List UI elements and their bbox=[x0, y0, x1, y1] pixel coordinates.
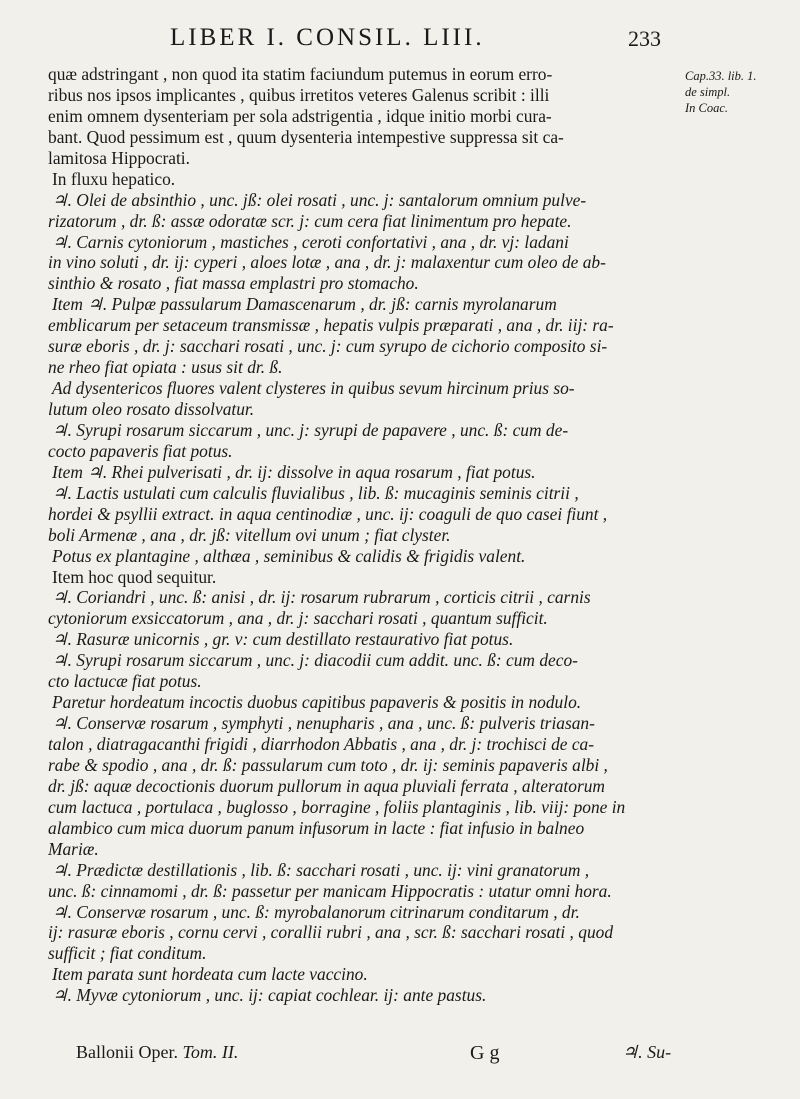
footer-work-title: Ballonii Oper. bbox=[76, 1042, 178, 1062]
text-line: Potus ex plantagine , althæa , seminibus & calidis & frigidis valent. bbox=[52, 545, 526, 566]
text-line: cytoniorum exsiccatorum , ana , dr. j: sacchari rosati , quantum sufficit. bbox=[48, 608, 548, 629]
text-line: talon , diatragacanthi frigidi , diarrhodon Abbatis , ana , dr. j: trochisci de ca- bbox=[48, 734, 595, 754]
text-line: ♃. Lactis ustulati cum calculis fluvialibus , lib. ß: mucaginis seminis citrii , bbox=[52, 482, 579, 503]
running-title: LIBER I. CONSIL. LIII. bbox=[170, 24, 485, 51]
text-line: ne rheo fiat opiata : usus sit dr. ß. bbox=[48, 357, 283, 378]
margin-note bbox=[685, 68, 795, 116]
running-header bbox=[0, 24, 800, 58]
margin-note-line: In Coac. bbox=[685, 101, 729, 115]
text-line: ♃. Rasuræ unicornis , gr. v: cum destillato restaurativo fiat potus. bbox=[52, 629, 514, 650]
text-line: ♃. Myvæ cytoniorum , unc. ij: capiat cochlear. ij: ante pastus. bbox=[52, 985, 487, 1006]
text-line: Paretur hordeatum incoctis duobus capitibus papaveris & positis in nodulo. bbox=[52, 692, 582, 713]
margin-note-line: Cap.33. lib. 1. bbox=[685, 69, 757, 83]
text-line: cto lactucæ fiat potus. bbox=[48, 671, 202, 692]
text-line: ♃. Syrupi rosarum siccarum , unc. j: syrupi de papavere , unc. ß: cum de- bbox=[52, 419, 569, 440]
text-line: unc. ß: cinnamomi , dr. ß: passetur per manicam Hippocratis : utatur omni hora. bbox=[48, 880, 612, 901]
page-footer bbox=[0, 1042, 800, 1066]
text-line: ♃. Carnis cytoniorum , mastiches , ceroti confortativi , ana , dr. vj: ladani bbox=[52, 231, 569, 252]
page-number: 233 bbox=[628, 26, 661, 51]
text-line: ♃. Prædictæ destillationis , lib. ß: sacchari rosati , unc. ij: vini granatorum , bbox=[52, 859, 590, 880]
text-line: lamitosa Hippocrati. bbox=[48, 147, 190, 168]
text-line: ♃. Syrupi rosarum siccarum , unc. j: diacodii cum addit. unc. ß: cum deco- bbox=[52, 650, 578, 671]
text-line: in vino soluti , dr. ij: cyperi , aloes lotæ , ana , dr. j: malaxentur cum oleo de ab- bbox=[48, 252, 606, 273]
text-line: dr. jß: aquæ decoctionis duorum pullorum in aqua pluviali ferrata , alteratorum bbox=[48, 775, 605, 796]
text-line: Item hoc quod sequitur. bbox=[52, 566, 217, 587]
text-line: quæ adstringant , non quod ita statim faciundum putemus in eorum erro- bbox=[48, 64, 553, 84]
text-line: alambico cum mica duorum panum infusorum in lacte : fiat infusio in balneo bbox=[48, 817, 585, 838]
text-line: ij: rasuræ eboris , cornu cervi , corallii rubri , ana , scr. ß: sacchari rosati , quod bbox=[48, 922, 614, 943]
body-text bbox=[48, 64, 678, 1006]
text-line: Item ♃. Pulpæ passularum Damascenarum , dr. jß: carnis myrolanarum bbox=[52, 294, 557, 315]
text-line: Mariæ. bbox=[48, 838, 99, 859]
text-line: rizatorum , dr. ß: assæ odoratæ scr. j: cum cera fiat linimentum pro hepate. bbox=[48, 210, 572, 231]
footer-tome: Tom. II. bbox=[182, 1042, 239, 1062]
text-line: In fluxu hepatico. bbox=[52, 168, 176, 189]
text-line: bant. Quod pessimum est , quum dysenteria intempestive suppressa sit ca- bbox=[48, 126, 564, 147]
text-line: enim omnem dysenteriam per sola adstrigentia , idque initio morbi cura- bbox=[48, 105, 552, 126]
text-line: Item ♃. Rhei pulverisati , dr. ij: dissolve in aqua rosarum , fiat potus. bbox=[52, 461, 536, 482]
text-line: cum lactuca , portulaca , buglosso , borragine , foliis plantaginis , lib. viij: pone in bbox=[48, 796, 626, 817]
text-line: cocto papaveris fiat potus. bbox=[48, 440, 233, 461]
text-line: ♃. Conservæ rosarum , unc. ß: myrobalanorum citrinarum conditarum , dr. bbox=[52, 901, 580, 922]
text-line: sufficit ; fiat conditum. bbox=[48, 943, 207, 964]
catchword: ♃. Su- bbox=[622, 1042, 672, 1062]
text-line: rabe & spodio , ana , dr. ß: passularum cum toto , dr. ij: seminis papaveris albi , bbox=[48, 754, 608, 775]
footer-imprint bbox=[76, 1042, 238, 1063]
text-line: suræ eboris , dr. j: sacchari rosati , unc. j: cum syrupo de cichorio composito si- bbox=[48, 336, 608, 357]
text-line: ♃. Conservæ rosarum , symphyti , nenupharis , ana , unc. ß: pulveris triasan- bbox=[52, 713, 595, 734]
signature-mark: G g bbox=[470, 1042, 500, 1064]
text-line: ♃. Olei de absinthio , unc. jß: olei rosati , unc. j: santalorum omnium pulve- bbox=[52, 189, 587, 210]
text-line: lutum oleo rosato dissolvatur. bbox=[48, 399, 255, 419]
text-line: sinthio & rosato , fiat massa emplastri pro stomacho. bbox=[48, 273, 419, 294]
text-line: Item parata sunt hordeata cum lacte vaccino. bbox=[52, 964, 368, 985]
text-line: ribus nos ipsos implicantes , quibus irretitos veteres Galenus scribit : illi bbox=[48, 84, 550, 105]
text-line: hordei & psyllii extract. in aqua centinodiæ , unc. ij: coaguli de quo casei fiunt , bbox=[48, 503, 608, 524]
text-line: emblicarum per setaceum transmissæ , hepatis vulpis præparati , ana , dr. iij: ra- bbox=[48, 315, 614, 336]
text-line: Ad dysentericos fluores valent clysteres in quibus sevum hircinum prius so- bbox=[52, 378, 575, 399]
text-line: boli Armenæ , ana , dr. jß: vitellum ovi unum ; fiat clyster. bbox=[48, 524, 451, 545]
margin-note-line: de simpl. bbox=[685, 85, 731, 99]
text-line: ♃. Coriandri , unc. ß: anisi , dr. ij: rosarum rubrarum , corticis citrii , carnis bbox=[52, 587, 591, 608]
